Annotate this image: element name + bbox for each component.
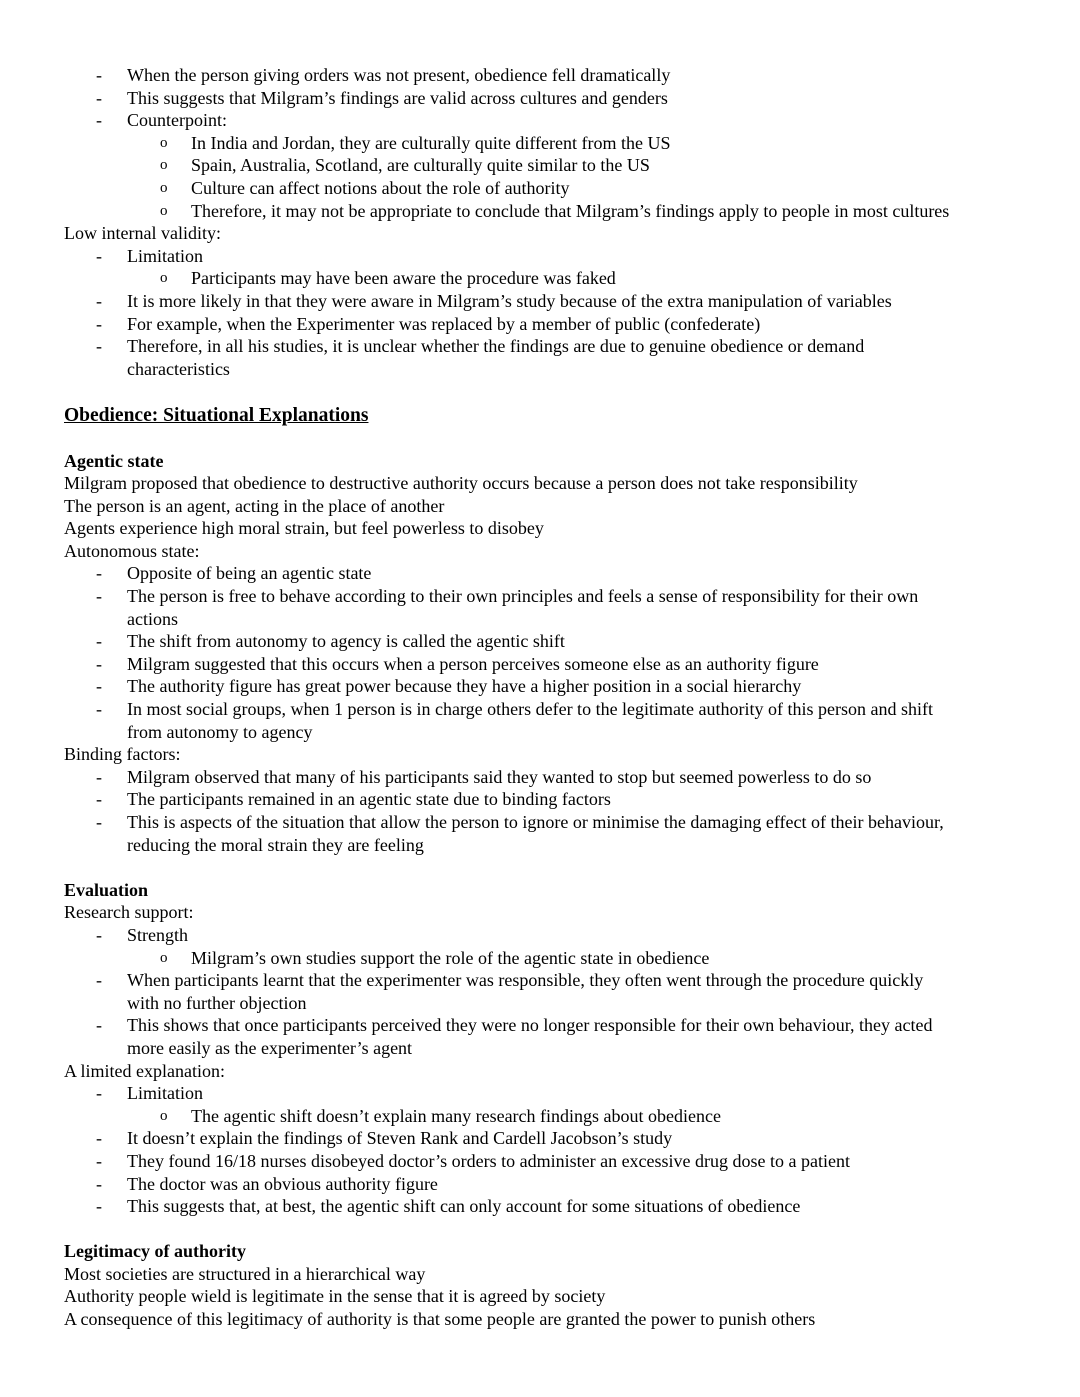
dash-marker: -	[96, 766, 102, 787]
list-item-continuation: from autonomy to agency	[127, 721, 313, 742]
subsection-label: Research support:	[64, 902, 194, 923]
dash-marker: -	[96, 812, 102, 832]
dash-marker: -	[96, 110, 102, 131]
list-item: - For example, when the Experimenter was replaced by a member of public (confederate)	[96, 313, 761, 334]
circle-bullet-icon: o	[160, 179, 168, 196]
subsection-label: Binding factors:	[64, 744, 181, 765]
dash-marker: -	[96, 563, 102, 584]
list-item: - It is more likely in that they were aware in Milgram’s study because of the extra manipulation of variables	[96, 290, 892, 311]
paragraph-line: Milgram proposed that obedience to destructive authority occurs because a person does not take responsibility	[64, 473, 858, 494]
circle-bullet-icon: o	[160, 202, 168, 219]
list-item: - Opposite of being an agentic state	[96, 563, 372, 584]
list-item: - Therefore, in all his studies, it is unclear whether the findings are due to genuine obedience or demand	[96, 336, 865, 357]
list-item: - They found 16/18 nurses disobeyed doctor’s orders to administer an excessive drug dose to a patient	[96, 1150, 850, 1171]
list-item: - When the person giving orders was not present, obedience fell dramatically	[96, 65, 671, 85]
paragraph-line: Agents experience high moral strain, but feel powerless to disobey	[64, 518, 544, 539]
circle-bullet-icon: o	[160, 949, 168, 966]
sub-list-item: o Milgram’s own studies support the role of the agentic state in obedience	[160, 947, 710, 968]
list-item: - This shows that once participants perceived they were no longer responsible for their own behaviour, they acted	[96, 1015, 933, 1036]
dash-marker: -	[96, 1173, 102, 1194]
topic-title: Legitimacy of authority	[64, 1241, 246, 1262]
dash-marker: -	[96, 1015, 102, 1036]
list-item-continuation: actions	[127, 608, 178, 629]
list-item-continuation: reducing the moral strain they are feeling	[127, 834, 424, 855]
circle-bullet-icon: o	[160, 1107, 168, 1124]
list-item: - This suggests that Milgram’s findings are valid across cultures and genders	[96, 87, 668, 108]
list-item-continuation: with no further objection	[127, 992, 307, 1013]
sub-list-item: o Culture can affect notions about the role of authority	[160, 177, 570, 198]
list-item: - This suggests that, at best, the agentic shift can only account for some situations of obedience	[96, 1196, 801, 1217]
subsection-label: A limited explanation:	[64, 1060, 225, 1081]
dash-marker: -	[96, 789, 102, 810]
list-item: - The authority figure has great power because they have a higher position in a social hierarchy	[96, 676, 802, 697]
paragraph-line: A consequence of this legitimacy of authority is that some people are granted the power to punish others	[64, 1309, 816, 1330]
dash-marker: -	[96, 290, 102, 311]
topic-title: Agentic state	[64, 450, 164, 471]
list-item: - It doesn’t explain the findings of Steven Rank and Cardell Jacobson’s study	[96, 1128, 673, 1149]
sub-list-item: o Spain, Australia, Scotland, are culturally quite similar to the US	[160, 155, 650, 176]
topic-title: Evaluation	[64, 879, 149, 900]
dash-marker: -	[96, 65, 102, 85]
list-item: - The shift from autonomy to agency is called the agentic shift	[96, 631, 565, 652]
sub-list-item: o Participants may have been aware the procedure was faked	[160, 268, 616, 289]
dash-marker: -	[96, 313, 102, 334]
paragraph-line: The person is an agent, acting in the place of another	[64, 495, 445, 516]
dash-marker: -	[96, 631, 102, 652]
subsection-label: Low internal validity:	[64, 223, 221, 244]
dash-marker: -	[96, 87, 102, 108]
list-item: - Milgram observed that many of his participants said they wanted to stop but seemed powerless to do so	[96, 766, 872, 787]
list-item: - The participants remained in an agentic state due to binding factors	[96, 789, 611, 810]
list-item: - In most social groups, when 1 person is in charge others defer to the legitimate authority of this person and shift	[96, 699, 933, 720]
circle-bullet-icon: o	[160, 134, 168, 151]
sub-list-item: o The agentic shift doesn’t explain many research findings about obedience	[160, 1105, 721, 1126]
dash-marker: -	[96, 970, 102, 991]
list-item: - This is aspects of the situation that allow the person to ignore or minimise the damaging effect of their behaviour,	[96, 812, 944, 832]
dash-marker: -	[96, 653, 102, 674]
sub-list-item: o Therefore, it may not be appropriate to conclude that Milgram’s findings apply to people in most cultures	[160, 200, 950, 221]
dash-marker: -	[96, 924, 102, 945]
section-heading: Obedience: Situational Explanations	[64, 404, 369, 426]
list-item: - Limitation	[96, 1083, 203, 1104]
list-item: - When participants learnt that the experimenter was responsible, they often went through the procedure quickly	[96, 970, 924, 991]
dash-marker: -	[96, 1083, 102, 1104]
dash-marker: -	[96, 1128, 102, 1149]
dash-marker: -	[96, 245, 102, 266]
sub-list-item: o In India and Jordan, they are culturally quite different from the US	[160, 132, 671, 153]
list-item: - Milgram suggested that this occurs when a person perceives someone else as an authority figure	[96, 653, 819, 674]
list-item-continuation: more easily as the experimenter’s agent	[127, 1037, 413, 1058]
dash-marker: -	[96, 1150, 102, 1171]
dash-marker: -	[96, 1196, 102, 1217]
dash-marker: -	[96, 586, 102, 607]
dash-marker: -	[96, 676, 102, 697]
subsection-label: Autonomous state:	[64, 540, 200, 561]
list-item-continuation: characteristics	[127, 358, 230, 379]
list-item: - Limitation	[96, 245, 203, 266]
paragraph-line: Most societies are structured in a hierarchical way	[64, 1263, 426, 1284]
circle-bullet-icon: o	[160, 157, 168, 174]
circle-bullet-icon: o	[160, 270, 168, 287]
list-item: - The doctor was an obvious authority figure	[96, 1173, 438, 1194]
dash-marker: -	[96, 336, 102, 357]
paragraph-line: Authority people wield is legitimate in the sense that it is agreed by society	[64, 1286, 606, 1307]
list-item: - Strength	[96, 924, 188, 945]
list-item: - Counterpoint:	[96, 110, 227, 131]
dash-marker: -	[96, 699, 102, 720]
list-item: - The person is free to behave according to their own principles and feels a sense of responsibility for their own	[96, 586, 919, 607]
